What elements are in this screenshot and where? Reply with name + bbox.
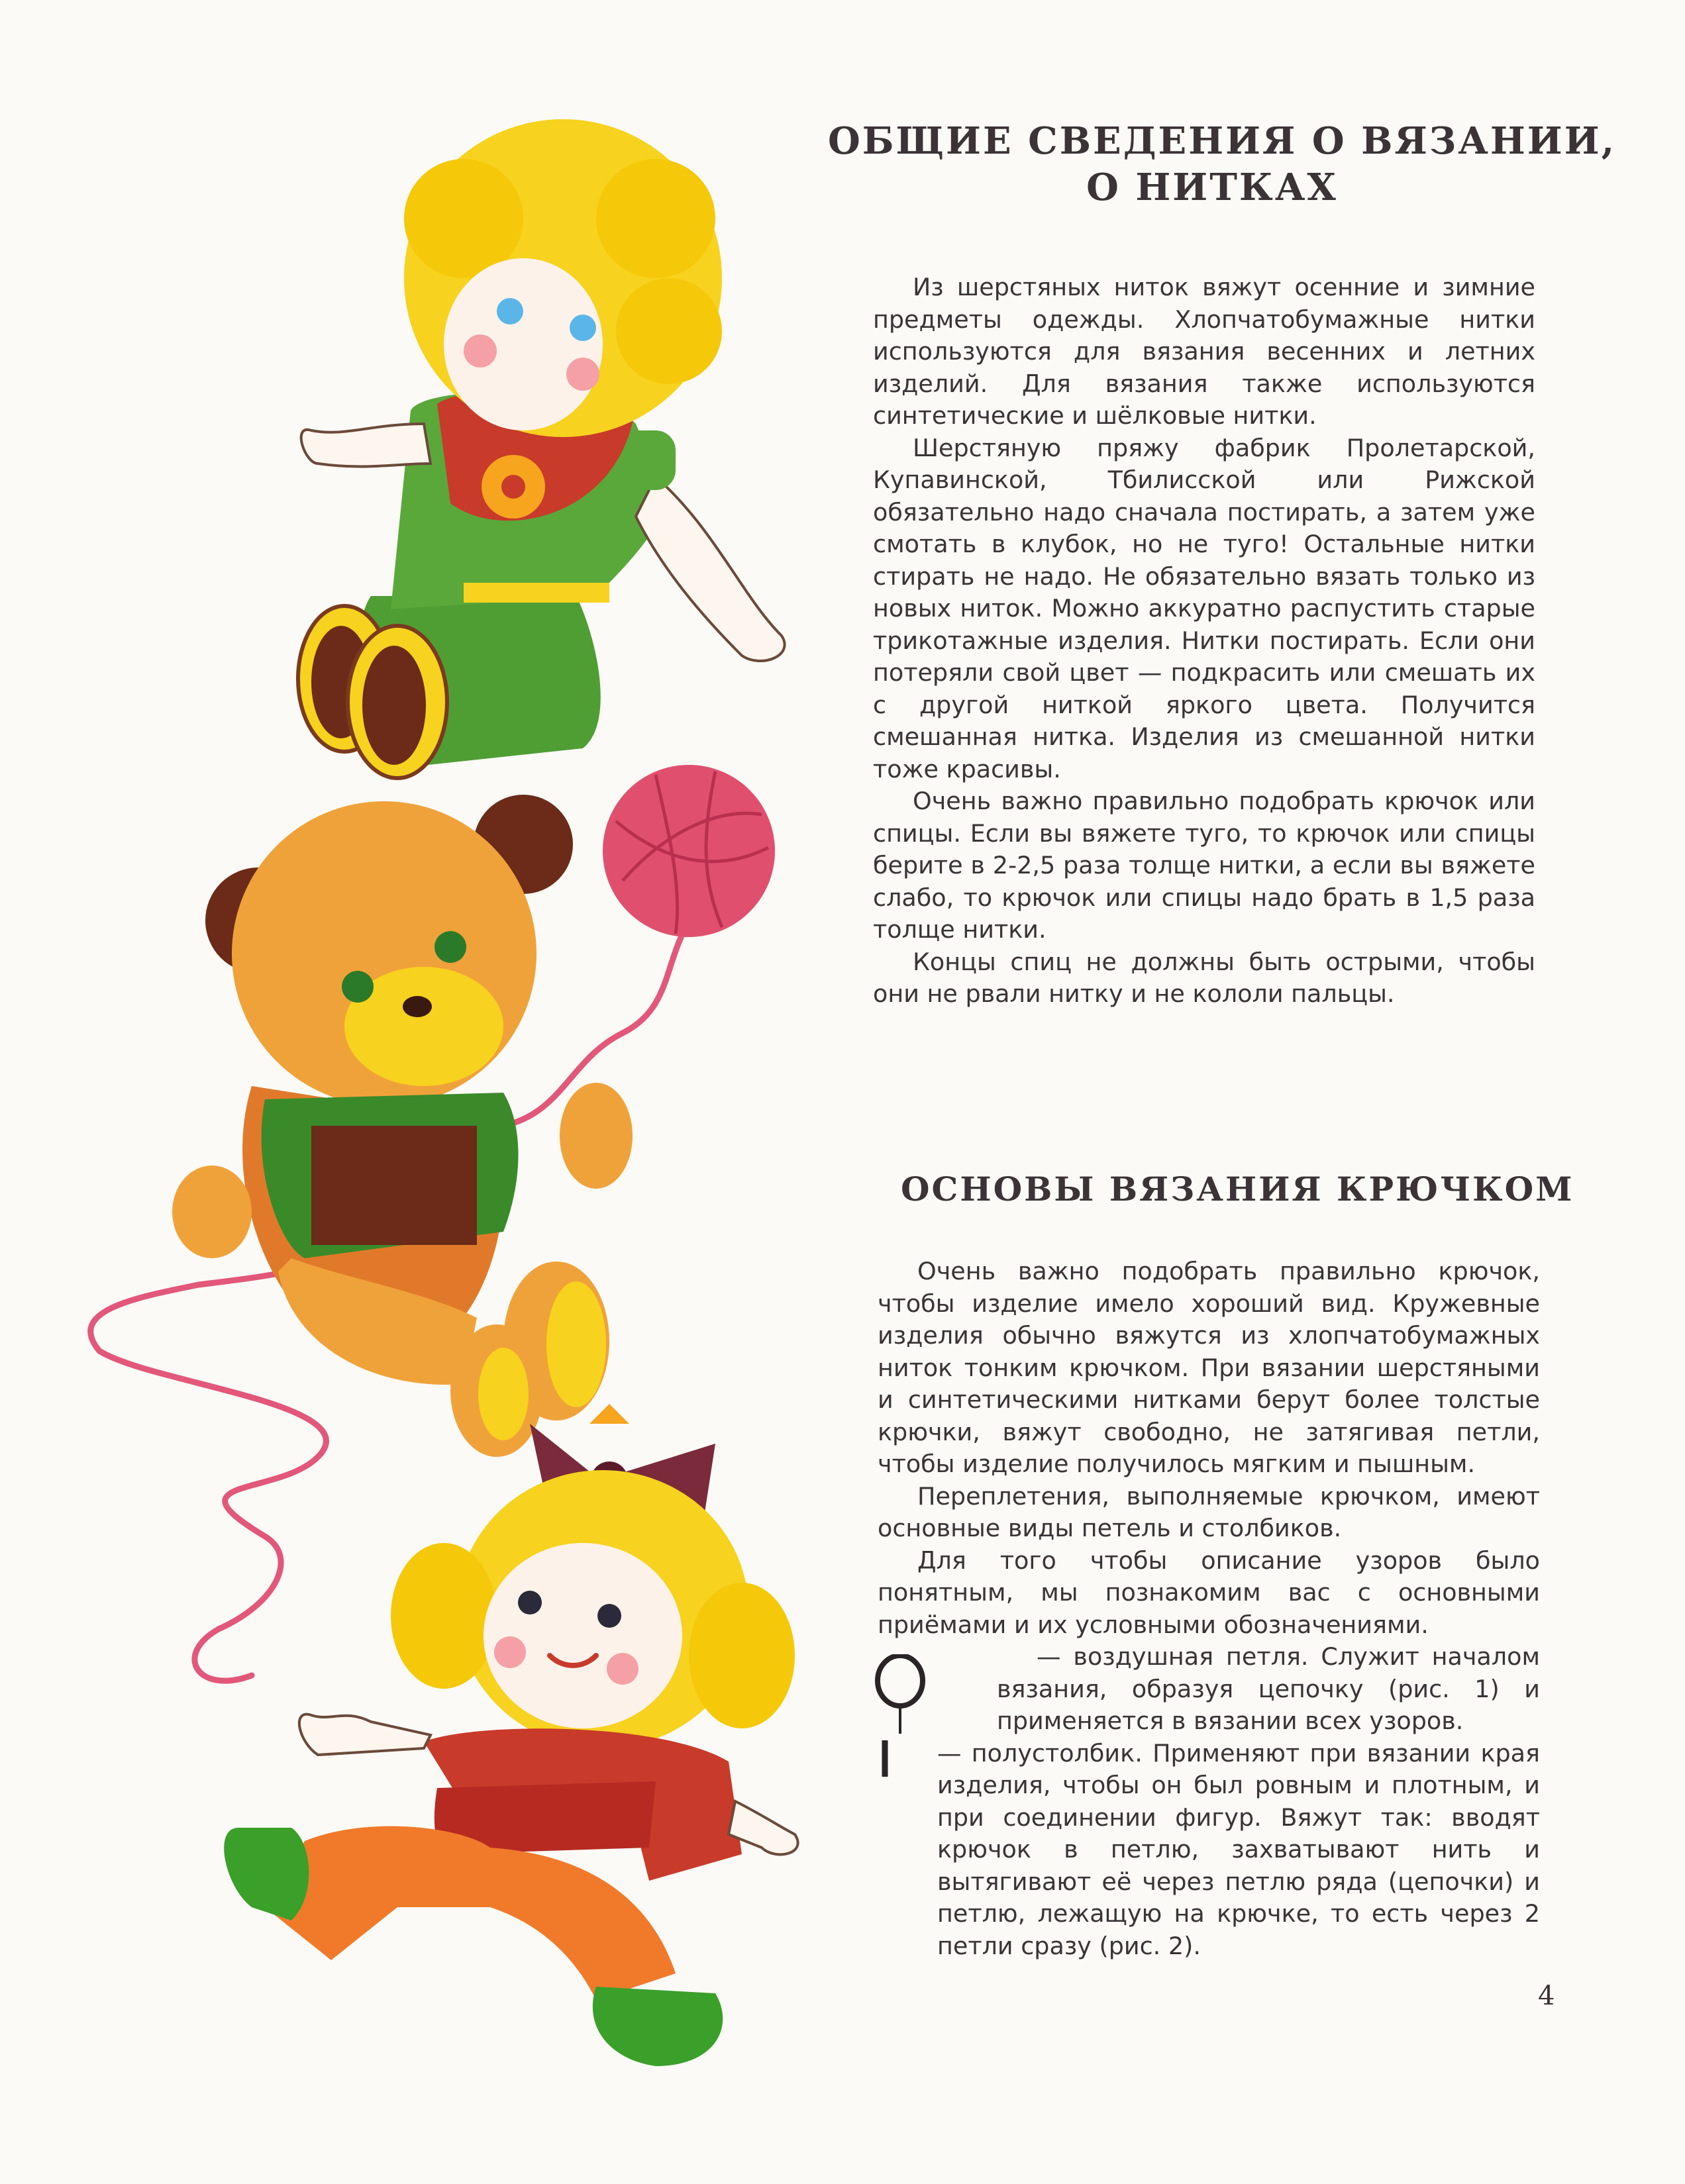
air-loop-icon xyxy=(878,1656,923,1706)
paragraph: Очень важно правильно подобрать крючок или спицы. Если вы вяжете туго, то крючок или спицы берите в 2-2,5 раза толще нитки, а если вы вяжете слабо, то крючок или спицы надо брать в 1,5 раза толще нитки. xyxy=(873,787,1535,944)
title-line-1: ОБЩИЕ СВЕДЕНИЯ О ВЯЗАНИИ, xyxy=(828,119,1617,163)
paragraph: Для того чтобы описание узоров было понятным, мы познакомим вас с основными приёмами и их условными обозначениями. xyxy=(878,1546,1540,1639)
page-number: 4 xyxy=(1538,1981,1555,2011)
title-line-2: О НИТКАХ xyxy=(1086,166,1338,209)
air-loop-definition xyxy=(878,1641,1540,1738)
section-title-crochet: ОСНОВЫ ВЯЗАНИЯ КРЮЧКОМ xyxy=(901,1169,1574,1209)
yarn-text-column xyxy=(873,272,1535,1011)
pigtail-doll-icon xyxy=(224,1404,797,2066)
paragraph: Из шерстяных ниток вяжут осенние и зимние предметы одежды. Хлопчатобумажные нитки используются для вязания весенних и летних изделий. Для вязания также используются синтетические и шёлковые нитки. xyxy=(873,273,1535,430)
paragraph: Очень важно подобрать правильно крючок, чтобы изделие имело хороший вид. Кружевные изделия обычно вяжутся из хлопчатобумажных ниток тонким крючком. При вязании шерстяными и синтетическими нитками берут более толстые крючки, вяжут свободно, не затягивая петли, чтобы изделие получилось мягким и пышным. xyxy=(878,1257,1540,1478)
crochet-text-column xyxy=(878,1256,1540,1962)
yarn-ball-icon xyxy=(603,765,775,937)
paragraph: Шерстяную пряжу фабрик Пролетарской, Купавинской, Тбилисской или Рижской обязательно надо сначала постирать, а затем уже смотать в клубок, но не туго! Остальные нитки стирать не надо. Не обязательно вязать только из новых ниток. Можно аккуратно распустить старые трикотажные изделия. Нитки постирать. Если они потеряли свой цвет — подкрасить или смешать их с другой ниткой яркого цвета. Получится смешанная нитка. Изделия из смешанной нитки тоже красивы. xyxy=(873,433,1535,783)
half-column-text: — полустолбик. Применяют при вязании края изделия, чтобы он был ровным и плотным, и при соединении фигур. Вяжут так: вводят крючок в петлю, захватывают нить и вытягивают её через петлю ряда (цепочки) и петлю, лежащую на крючке, то есть через 2 петли сразу (рис. 2). xyxy=(937,1738,1540,1960)
paragraph: Переплетения, выполняемые крючком, имеют основные виды петель и столбиков. xyxy=(878,1481,1540,1542)
section-title-yarn xyxy=(828,118,1617,211)
air-loop-text: — воздушная петля. Служит началом вязания, образуя цепочку (рис. 1) и применяется в вязании всех узоров. xyxy=(997,1642,1540,1735)
curly-doll-icon xyxy=(298,119,785,778)
crochet-symbols xyxy=(870,1654,930,1780)
paragraph: Концы спиц не должны быть острыми, чтобы они не рвали нитку и не кололи пальцы. xyxy=(873,947,1535,1008)
teddy-bear-icon xyxy=(172,795,633,1457)
half-column-definition xyxy=(878,1738,1540,1963)
